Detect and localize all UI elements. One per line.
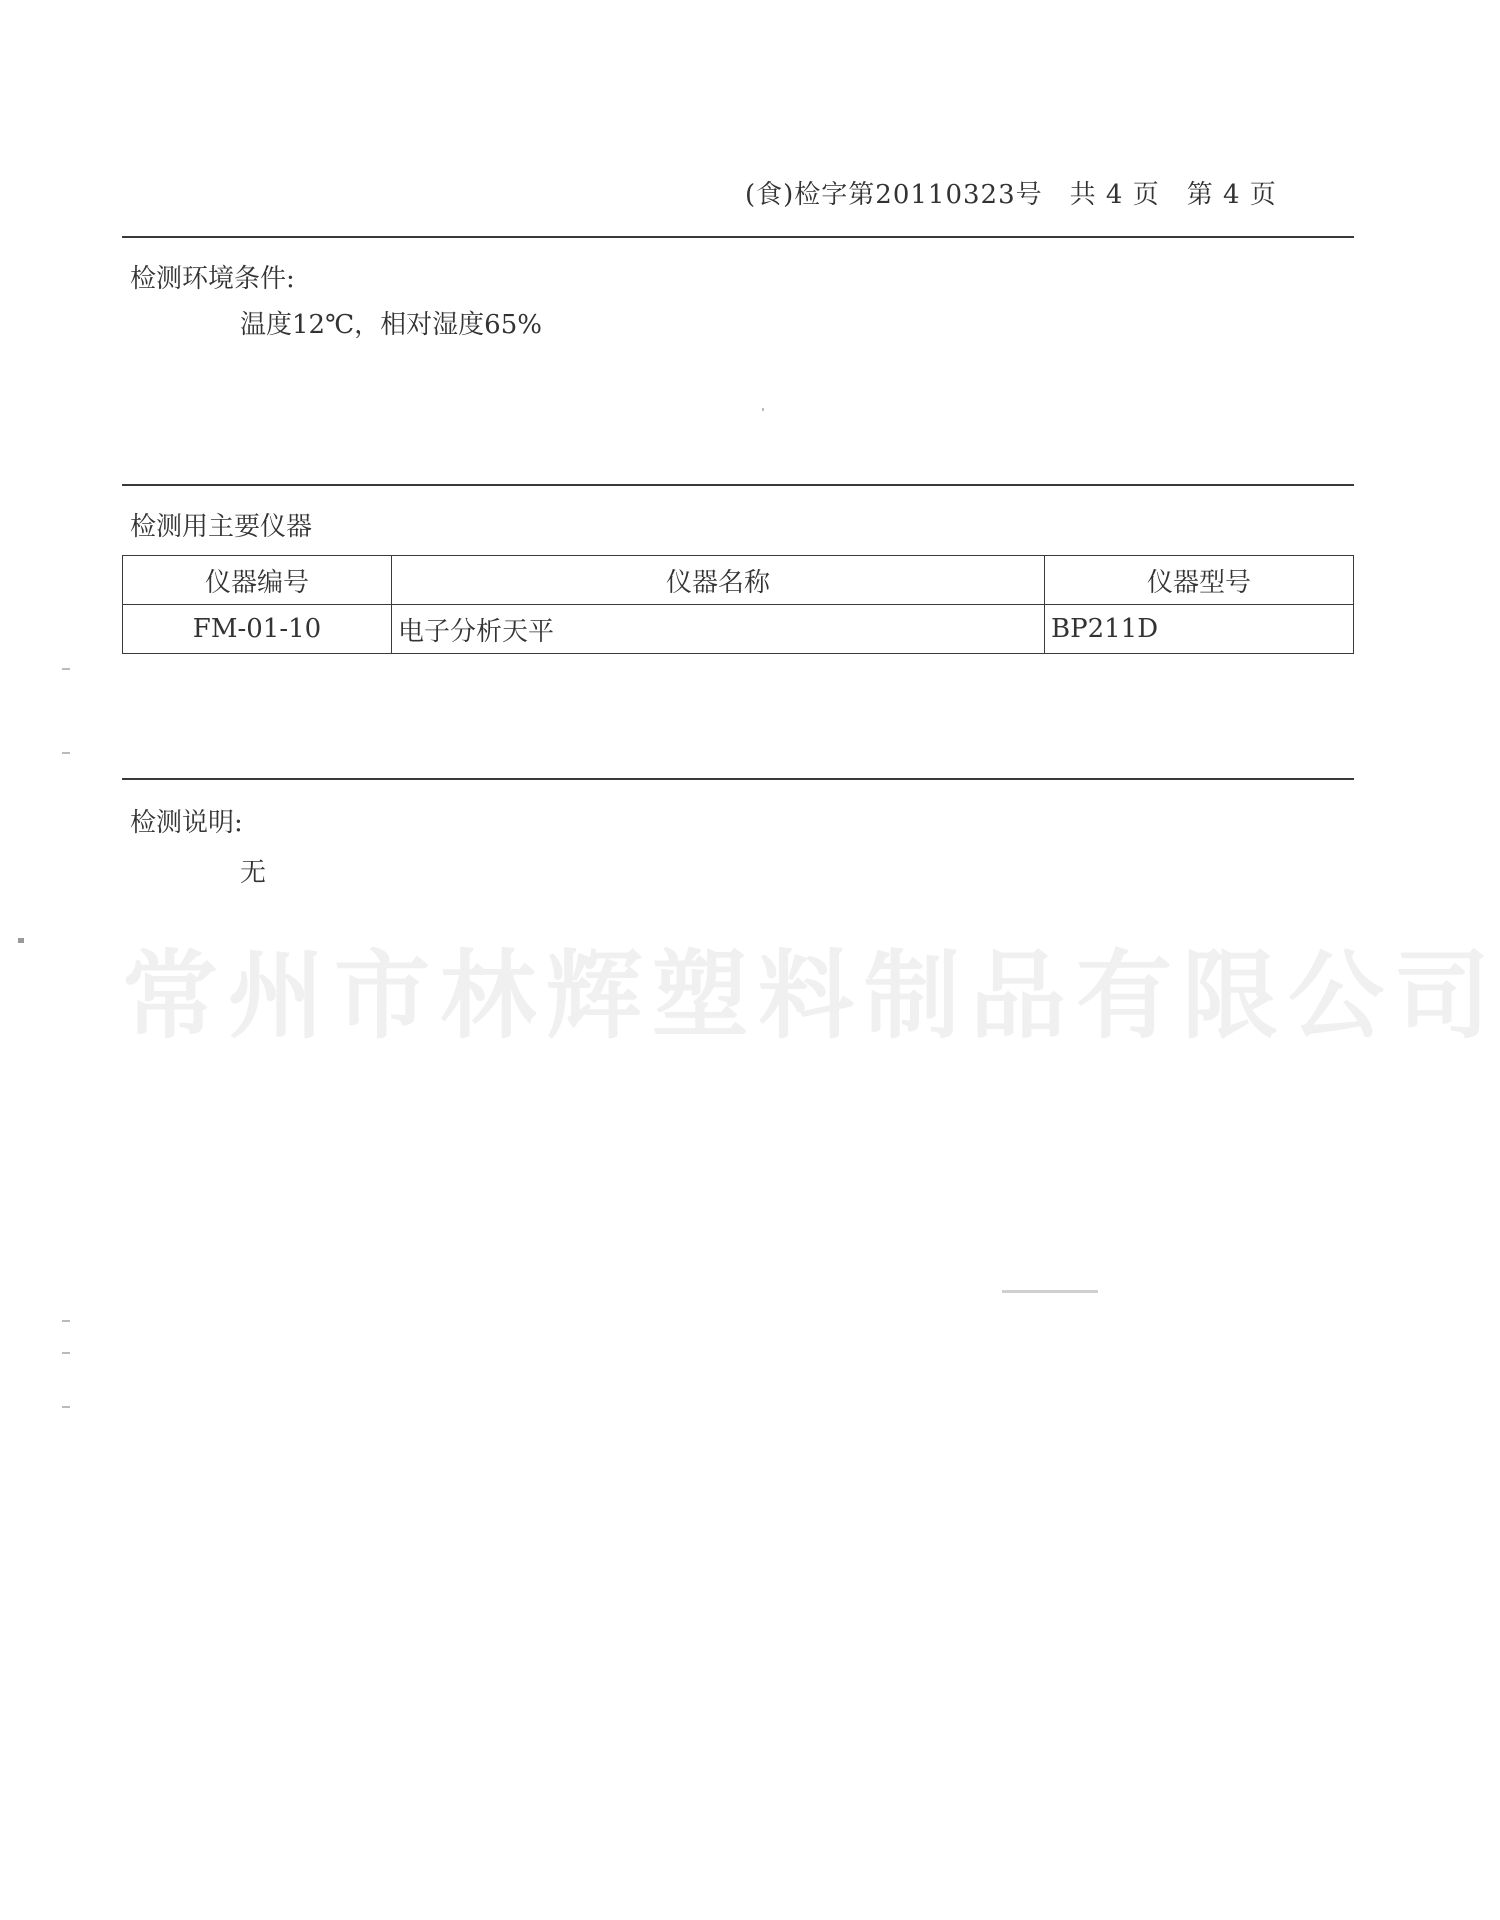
header-rule [122,236,1354,238]
column-header-name: 仪器名称 [392,556,1045,605]
instrument-model: BP211D [1045,605,1354,654]
scan-speck [62,1320,70,1322]
column-header-id: 仪器编号 [123,556,392,605]
scan-speck [62,752,70,754]
instruments-table [122,555,1354,654]
scan-speck [62,1406,70,1408]
scan-speck [762,408,764,411]
scan-speck [62,1352,70,1354]
company-watermark: 常州市林辉塑料制品有限公司 [122,940,1500,1052]
scan-speck [1002,1290,1098,1293]
instrument-id: FM-01-10 [123,605,392,654]
environment-content: 温度12℃，相对湿度65% [240,310,542,340]
environment-rule [122,484,1354,486]
instrument-name: 电子分析天平 [392,605,1045,654]
report-reference: (食)检字第20110323号 共 4 页 第 4 页 [745,180,1277,210]
table-header-row [123,556,1354,605]
instruments-rule [122,778,1354,780]
column-header-model: 仪器型号 [1045,556,1354,605]
notes-content: 无 [240,858,267,888]
notes-title: 检测说明: [130,808,243,838]
table-row [123,605,1354,654]
scan-speck [18,938,24,943]
scan-speck [62,668,70,670]
instruments-title: 检测用主要仪器 [130,512,313,542]
environment-title: 检测环境条件: [130,264,295,294]
